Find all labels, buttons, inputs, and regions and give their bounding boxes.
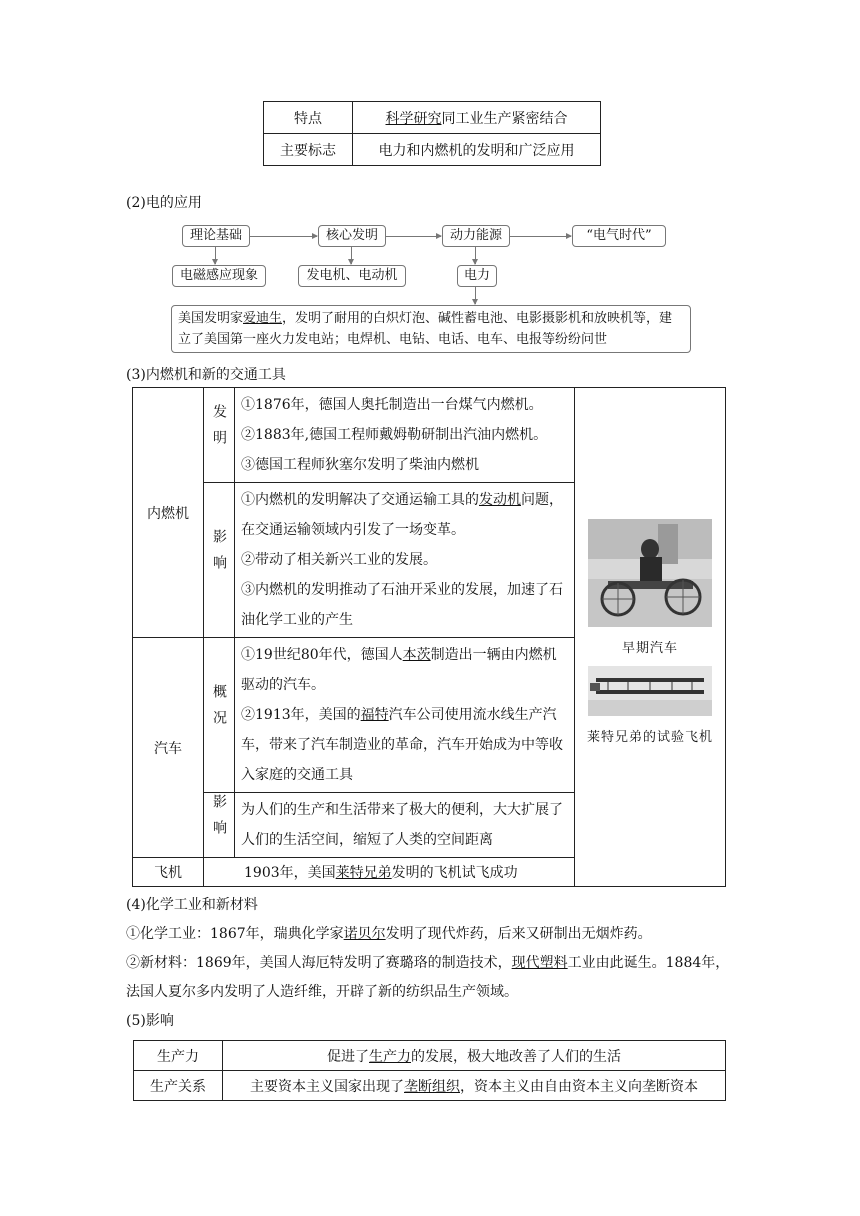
- table-row: [264, 134, 601, 166]
- vertical-text: 概况: [211, 683, 227, 736]
- table-key: 生产力: [134, 1041, 223, 1071]
- arrow: [215, 247, 216, 264]
- text: 汽车公司使用流水线生产汽车，带来了汽车制造业的革命，汽车开始成为中等收入家庭的交通工具: [241, 707, 563, 783]
- underlined-term: 垄断组织: [404, 1078, 460, 1095]
- row-label-ice: 内燃机: [133, 388, 204, 638]
- text: 发明的飞机试飞成功: [391, 865, 518, 881]
- list-item: ②1883年,德国工程师戴姆勒研制出汽油内燃机。: [241, 427, 548, 443]
- car-overview-cell: [235, 638, 575, 793]
- table-value: [353, 102, 601, 134]
- pictures-cell: [575, 388, 726, 887]
- vertical-text: 影响: [211, 528, 227, 581]
- underlined-term: 福特: [360, 707, 389, 723]
- section-heading-4: (4)化学工业和新材料: [126, 897, 258, 913]
- plane-caption: 莱特兄弟的试验飞机: [586, 730, 713, 745]
- list-item: [241, 640, 568, 700]
- table-value: [223, 1071, 726, 1101]
- early-car-image: [588, 519, 712, 627]
- text: ①19世纪80年代，德国人: [241, 647, 403, 663]
- section-heading-2: (2)电的应用: [126, 195, 202, 211]
- text: ，资本主义由自由资本主义向垄断资本: [460, 1078, 698, 1095]
- features-table: [263, 101, 601, 166]
- list-item: [241, 700, 568, 790]
- vertical-text: 影响: [211, 793, 227, 846]
- arrow: [385, 236, 441, 237]
- text: 制造出一辆由内燃机驱动的汽车。: [241, 647, 557, 693]
- text: ②1913年，美国的: [241, 707, 361, 723]
- list-item: ②带动了相关新兴工业的发展。: [241, 552, 437, 568]
- table-row: [264, 102, 601, 134]
- node-era: “电气时代”: [572, 225, 666, 247]
- text: ②新材料：1869年，美国人海厄特发明了赛璐珞的制造技术，: [126, 955, 512, 971]
- text: 美国发明家: [178, 311, 244, 326]
- list-item: [241, 485, 568, 545]
- section-4: [126, 891, 736, 1036]
- underlined-term: 发动机: [479, 492, 521, 508]
- vertical-text: 发明: [211, 403, 227, 456]
- table-key: 生产关系: [134, 1071, 223, 1101]
- materials-paragraph: [126, 949, 736, 1007]
- node-electricity: 电力: [457, 265, 497, 287]
- table-value: 电力和内燃机的发明和广泛应用: [353, 134, 601, 166]
- chem-paragraph: [126, 920, 736, 949]
- text: 主要资本主义国家出现了: [250, 1078, 404, 1095]
- impact-table: [133, 1040, 726, 1101]
- text: ，发明了耐用的白炽灯泡、碱性蓄电池、电影摄影机和放映机等，建立了美国第一座火力发电站；电焊机、电钻、电话、电车、电报等纷纷问世: [178, 311, 673, 347]
- wright-plane-image: [588, 666, 712, 716]
- text: 的发展，极大地改善了人们的生活: [411, 1048, 621, 1065]
- section-heading-3: (3)内燃机和新的交通工具: [126, 367, 286, 383]
- node-em-induction: 电磁感应现象: [172, 265, 266, 287]
- underlined-term: 现代塑料: [511, 955, 568, 971]
- text: 问题，在交通运输领域内引发了一场变革。: [241, 492, 563, 538]
- section-heading-5: (5)影响: [126, 1013, 174, 1029]
- text: 1903年，美国: [244, 865, 336, 881]
- underlined-term: 诺贝尔: [343, 926, 386, 942]
- text: 工业由此诞生。1884年，法国人夏尔多内发明了人造纤维，开辟了新的纺织品生产领域。: [126, 955, 730, 1000]
- sub-label-impact: [204, 483, 235, 638]
- underlined-term: 本茨: [402, 647, 431, 663]
- table-row: [133, 388, 726, 483]
- table-key: 主要标志: [264, 134, 353, 166]
- underlined-term: 莱特兄弟: [335, 865, 392, 881]
- car-caption: 早期汽车: [621, 641, 678, 656]
- sub-label-invention: [204, 388, 235, 483]
- table-row: [134, 1071, 726, 1101]
- table-key: 特点: [264, 102, 353, 134]
- arrow: [475, 287, 476, 304]
- car-impact-cell: 为人们的生产和生活带来了极大的便利，大大扩展了人们的生活空间，缩短了人类的空间距离: [235, 793, 575, 858]
- arrow: [475, 247, 476, 264]
- arrow: [509, 236, 571, 237]
- text: ①内燃机的发明解决了交通运输工具的: [241, 492, 479, 508]
- row-label-car: 汽车: [133, 638, 204, 858]
- text: 发明了现代炸药，后来又研制出无烟炸药。: [385, 926, 652, 942]
- underlined-term: 科学研究: [385, 110, 442, 127]
- list-item: ③德国工程师狄塞尔发明了柴油内燃机: [241, 457, 479, 473]
- table-value: [223, 1041, 726, 1071]
- underlined-term: 生产力: [369, 1048, 411, 1065]
- underlined-term: 爱迪生: [243, 311, 283, 326]
- table-row: [134, 1041, 726, 1071]
- invention-cell: [235, 388, 575, 483]
- ice-impact-cell: [235, 483, 575, 638]
- node-theory: 理论基础: [182, 225, 250, 247]
- transport-table: [132, 387, 726, 887]
- plane-cell: [204, 858, 575, 887]
- sub-label-overview: [204, 638, 235, 793]
- node-power: 动力能源: [442, 225, 510, 247]
- node-generator: 发电机、电动机: [298, 265, 406, 287]
- sub-label-car-impact: [204, 793, 235, 858]
- value-text: 同工业生产紧密结合: [441, 110, 568, 127]
- text: 促进了: [327, 1048, 369, 1065]
- arrow: [351, 247, 352, 264]
- text: ①化学工业：1867年，瑞典化学家: [126, 926, 344, 942]
- row-label-plane: 飞机: [133, 858, 204, 887]
- arrow: [249, 236, 317, 237]
- list-item: ③内燃机的发明推动了石油开采业的发展，加速了石油化学工业的产生: [241, 582, 563, 628]
- node-invention: 核心发明: [318, 225, 386, 247]
- edison-box: [171, 305, 691, 353]
- list-item: ①1876年，德国人奥托制造出一台煤气内燃机。: [241, 397, 543, 413]
